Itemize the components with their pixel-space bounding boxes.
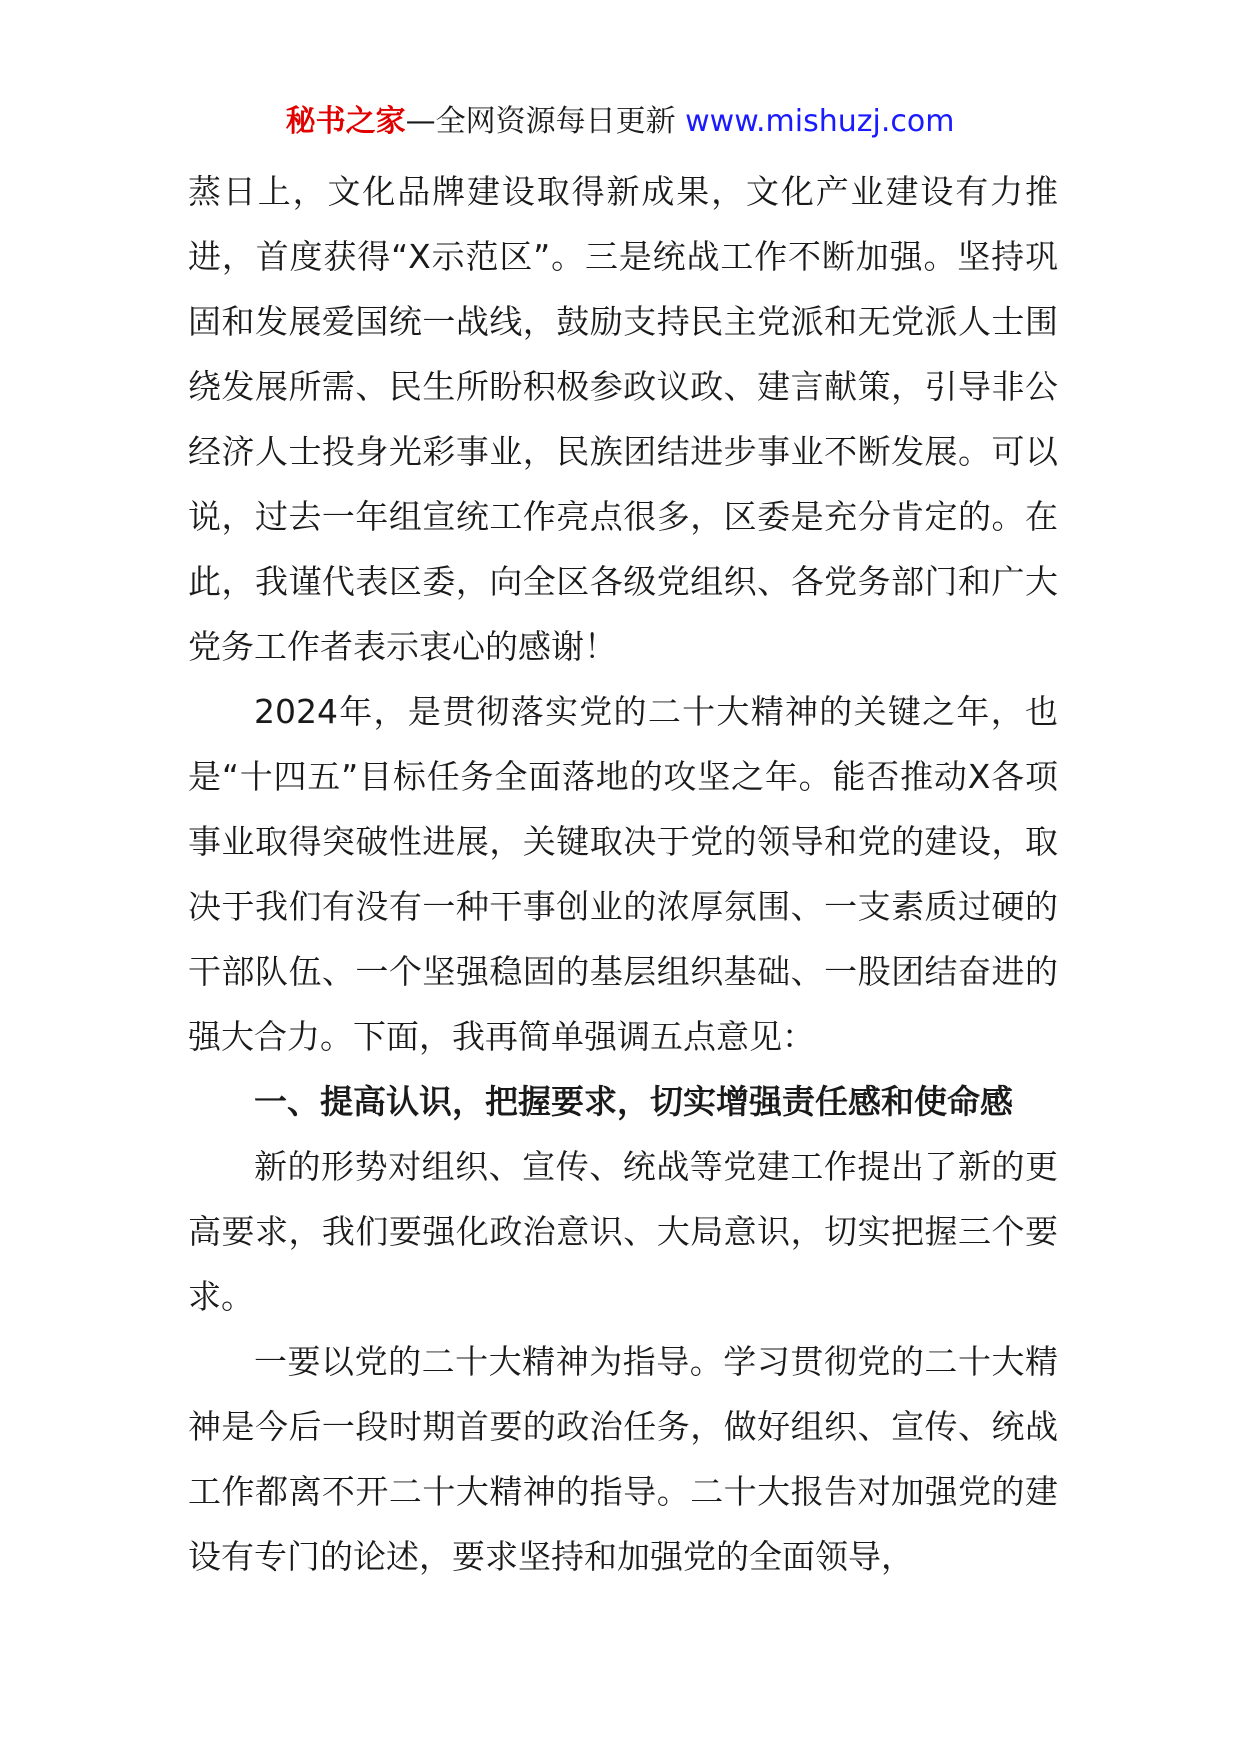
body-paragraph: 蒸日上，文化品牌建设取得新成果，文化产业建设有力推进，首度获得“X示范区”。三是统战工作不断加强。坚持巩固和发展爱国统一战线，鼓励支持民主党派和无党派人士围绕发展所需、民生所盼积极参政议政、建言献策，引导非公经济人士投身光彩事业，民族团结进步事业不断发展。可以说，过去一年组宣统工作亮点很多，区委是充分肯定的。在此，我谨代表区委，向全区各级党组织、各党务部门和广大党务工作者表示衷心的感谢！ xyxy=(188,172,1058,666)
body-paragraph: 新的形势对组织、宣传、统战等党建工作提出了新的更高要求，我们要强化政治意识、大局意识，切实把握三个要求。 xyxy=(188,1147,1058,1316)
page-header xyxy=(0,100,1240,144)
site-url-link[interactable]: www.mishuzj.com xyxy=(685,104,955,139)
section-heading: 一、提高认识，把握要求，切实增强责任感和使命感 xyxy=(254,1082,1013,1121)
document-body xyxy=(188,159,1058,1589)
site-tagline: —全网资源每日更新 xyxy=(405,104,686,139)
body-paragraph: 2024年，是贯彻落实党的二十大精神的关键之年，也是“十四五”目标任务全面落地的攻坚之年。能否推动X各项事业取得突破性进展，关键取决于党的领导和党的建设，取决于我们有没有一种干事创业的浓厚氛围、一支素质过硬的干部队伍、一个坚强稳固的基层组织基础、一股团结奋进的强大合力。下面，我再简单强调五点意见： xyxy=(188,692,1058,1056)
body-paragraph: 一要以党的二十大精神为指导。学习贯彻党的二十大精神是今后一段时期首要的政治任务，做好组织、宣传、统战工作都离不开二十大精神的指导。二十大报告对加强党的建设有专门的论述，要求坚持和加强党的全面领导， xyxy=(188,1342,1058,1576)
site-name: 秘书之家 xyxy=(285,104,406,139)
